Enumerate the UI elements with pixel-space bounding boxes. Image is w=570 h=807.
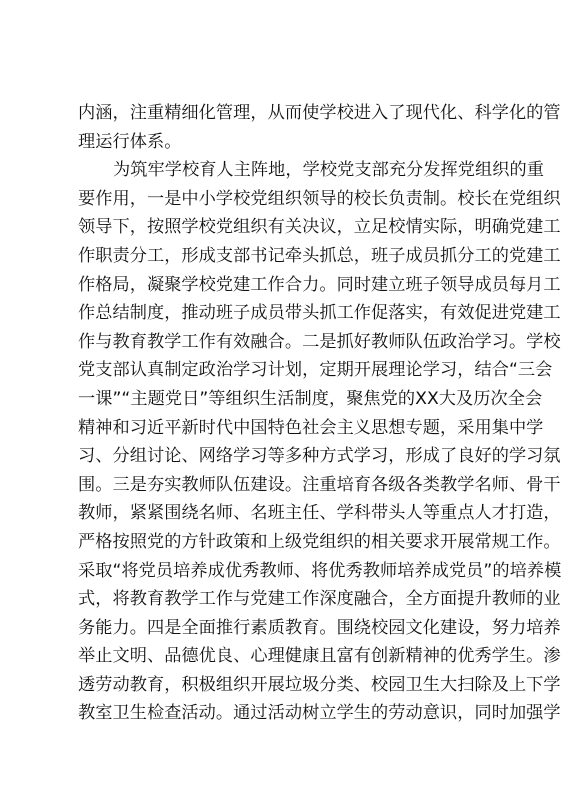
- text-line: 教师，紧紧围绕名师、名班主任、学科带头人等重点人才打造，: [78, 503, 561, 524]
- text-line: 作职责分工，形成支部书记牵头抓总，班子成员抓分工的党建工: [78, 245, 561, 266]
- body-text: [78, 99, 562, 728]
- text-line: 一课”“主题党日”等组织生活制度，聚焦党的XX大及历次全会: [78, 388, 543, 409]
- text-line: 围。三是夯实教师队伍建设。注重培育各级各类教学名师、骨干: [78, 474, 561, 495]
- text-line: 习、分组讨论、网络学习等多种方式学习，形成了良好的学习氛: [78, 446, 561, 467]
- text-line: 透劳动教育，积极组织开展垃圾分类、校园卫生大扫除及上下学: [78, 674, 561, 695]
- text-line: 精神和习近平新时代中国特色社会主义思想专题，采用集中学: [78, 417, 544, 438]
- text-line: 作格局，凝聚学校党建工作合力。同时建立班子领导成员每月工: [78, 274, 561, 295]
- text-line: 举止文明、品德优良、心理健康且富有创新精神的优秀学生。渗: [78, 646, 561, 667]
- text-line: 作总结制度，推动班子成员带头抓工作促落实，有效促进党建工: [78, 303, 561, 324]
- paragraph-first-line: 为筑牢学校育人主阵地，学校党支部充分发挥党组织的重: [113, 160, 544, 181]
- text-line: 采取“将党员培养成优秀教师、将优秀教师培养成党员”的培养模: [78, 560, 562, 581]
- text-line: 作与教育教学工作有效融合。二是抓好教师队伍政治学习。学校: [78, 331, 561, 352]
- text-line: 领导下，按照学校党组织有关决议，立足校情实际，明确党建工: [78, 217, 561, 238]
- text-line: 教室卫生检查活动。通过活动树立学生的劳动意识，同时加强学: [78, 703, 561, 724]
- text-line: 式，将教育教学工作与党建工作深度融合，全方面提升教师的业: [78, 589, 561, 610]
- text-line: 党支部认真制定政治学习计划，定期开展理论学习，结合“三会: [78, 360, 553, 381]
- text-line: 要作用，一是中小学校党组织领导的校长负责制。校长在党组织: [78, 188, 561, 209]
- text-line: 务能力。四是全面推行素质教育。围绕校园文化建设，努力培养: [78, 617, 561, 638]
- text-line: 理运行体系。: [78, 131, 182, 152]
- text-line: 内涵，注重精细化管理，从而使学校进入了现代化、科学化的管: [78, 103, 561, 123]
- text-line: 严格按照党的方针政策和上级党组织的相关要求开展常规工作。: [78, 531, 561, 552]
